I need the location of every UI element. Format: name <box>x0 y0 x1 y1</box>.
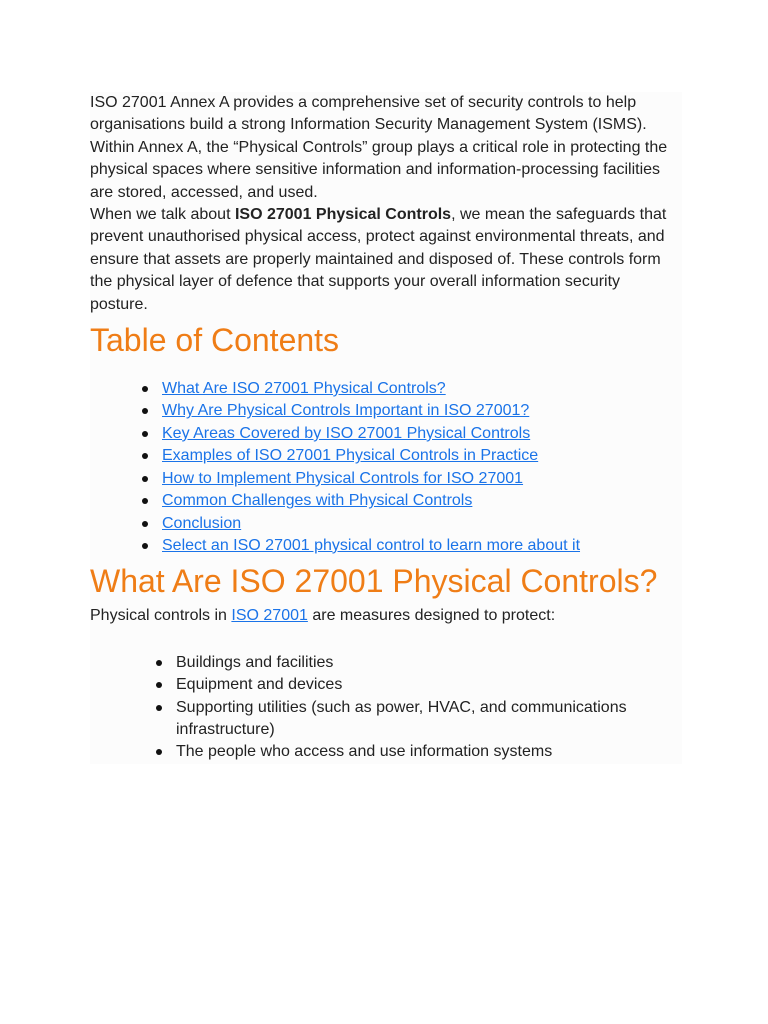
toc-link-what-are[interactable]: What Are ISO 27001 Physical Controls? <box>162 380 446 398</box>
toc-link-how-to-implement[interactable]: How to Implement Physical Controls for ISO 27001 <box>162 469 524 487</box>
toc-link-why-important[interactable]: Why Are Physical Controls Important in ISO 27001? <box>162 402 530 420</box>
what-section-para-prefix: Physical controls in <box>90 607 232 625</box>
protected-items-list <box>90 652 682 764</box>
toc-item <box>162 513 682 535</box>
toc-item <box>162 378 682 400</box>
intro-paragraph-2 <box>90 204 682 316</box>
toc-item <box>162 423 682 445</box>
what-section-paragraph <box>90 605 682 627</box>
intro-paragraph-1: ISO 27001 Annex A provides a comprehensive set of security controls to help organisations build a strong Information Security Management System (ISMS). Within Annex A, the “Physical Controls” group plays a critical role in protecting the physical spaces where sensitive information and information-processing facilities are stored, accessed, and used. <box>90 94 668 201</box>
list-item: The people who access and use information systems <box>176 741 682 763</box>
toc-item <box>162 535 682 557</box>
iso-27001-link[interactable]: ISO 27001 <box>231 607 308 625</box>
what-section-block <box>90 557 682 763</box>
toc-item <box>162 490 682 512</box>
toc-link-examples[interactable]: Examples of ISO 27001 Physical Controls in Practice <box>162 447 539 465</box>
toc-block <box>90 316 682 557</box>
intro-paragraph-2-prefix: When we talk about <box>90 206 235 224</box>
toc-link-common-challenges[interactable]: Common Challenges with Physical Controls <box>162 492 473 510</box>
list-item: Equipment and devices <box>176 674 682 696</box>
article-content <box>90 92 682 764</box>
intro-block <box>90 92 682 316</box>
intro-paragraph-2-bold: ISO 27001 Physical Controls <box>234 206 452 224</box>
toc-list <box>90 378 682 557</box>
intro-paragraph-2-suffix: , we mean the safeguards that prevent unauthorised physical access, protect against environmental threats, and ensure that assets are properly maintained and disposed of. These controls form the physical layer of defence that supports your overall information security posture. <box>90 206 667 313</box>
toc-item <box>162 400 682 422</box>
toc-link-conclusion[interactable]: Conclusion <box>162 514 242 532</box>
list-item: Buildings and facilities <box>176 652 682 674</box>
toc-item <box>162 445 682 467</box>
what-section-para-suffix: are measures designed to protect: <box>307 607 556 625</box>
toc-link-select-control[interactable]: Select an ISO 27001 physical control to learn more about it <box>162 536 581 554</box>
toc-link-key-areas[interactable]: Key Areas Covered by ISO 27001 Physical Controls <box>162 424 531 442</box>
what-section-heading: What Are ISO 27001 Physical Controls? <box>90 563 658 600</box>
toc-item <box>162 468 682 490</box>
list-item: Supporting utilities (such as power, HVAC, and communications infrastructure) <box>176 697 682 742</box>
toc-heading: Table of Contents <box>90 322 340 359</box>
